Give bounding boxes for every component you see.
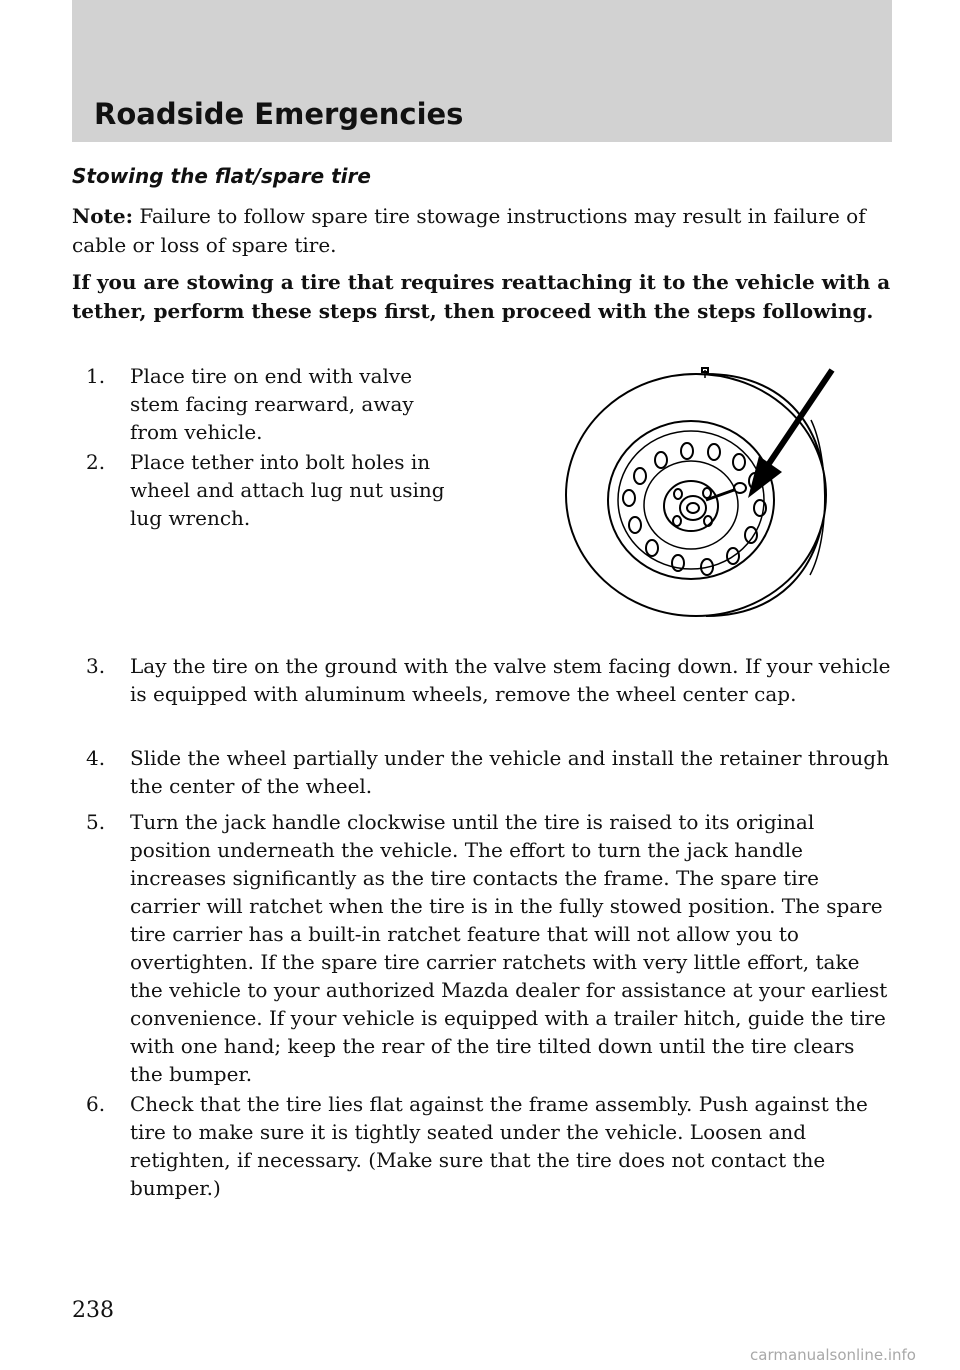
step-4 <box>86 744 892 800</box>
header-title: Roadside Emergencies <box>94 97 464 131</box>
spare-tire-illustration <box>556 360 836 620</box>
step-1 <box>86 362 466 446</box>
watermark: carmanualsonline.info <box>750 1346 916 1364</box>
step-number: 6. <box>86 1092 106 1116</box>
step-number: 1. <box>86 364 106 388</box>
step-number: 4. <box>86 746 106 770</box>
note-label: Note: <box>72 204 133 228</box>
page-number: 238 <box>72 1298 114 1323</box>
tether-instruction: If you are stowing a tire that requires reattaching it to the vehicle with a tether, perform these steps first, then proceed with the steps following. <box>72 270 891 323</box>
step-text: Turn the jack handle clockwise until the tire is raised to its original position underneath the vehicle. The effort to turn the jack handle increases significantly as the tire contacts the frame. The spare tire carrier will ratchet when the tire is in the fully stowed position. The spare tire carrier has a built-in ratchet feature that will not allow you to overtighten. If the spare tire carrier ratchets with very little effort, take the vehicle to your authorized Mazda dealer for assistance at your earliest convenience. If your vehicle is equipped with a trailer hitch, guide the tire with one hand; keep the rear of the tire tilted down until the tire clears the bumper. <box>130 810 888 1086</box>
page-header <box>72 0 892 142</box>
step-number: 5. <box>86 810 106 834</box>
step-text: Check that the tire lies flat against the frame assembly. Push against the tire to make sure it is tightly seated under the vehicle. Loosen and retighten, if necessary. (Make sure that the tire does not contact the bumper.) <box>130 1092 868 1200</box>
step-number: 3. <box>86 654 106 678</box>
step-text: Place tether into bolt holes in wheel and attach lug nut using lug wrench. <box>130 450 445 530</box>
step-3 <box>86 652 892 708</box>
step-number: 2. <box>86 450 106 474</box>
step-text: Place tire on end with valve stem facing rearward, away from vehicle. <box>130 364 414 444</box>
step-text: Slide the wheel partially under the vehicle and install the retainer through the center of the wheel. <box>130 746 889 798</box>
step-text: Lay the tire on the ground with the valve stem facing down. If your vehicle is equipped with aluminum wheels, remove the wheel center cap. <box>130 654 891 706</box>
step-2 <box>86 448 466 532</box>
step-5 <box>86 808 892 1088</box>
step-6 <box>86 1090 892 1202</box>
section-heading: Stowing the flat/spare tire <box>72 164 371 188</box>
spare-tire-icon <box>556 360 836 620</box>
note-text: Failure to follow spare tire stowage instructions may result in failure of cable or loss of spare tire. <box>72 204 866 257</box>
note-paragraph <box>72 202 892 260</box>
